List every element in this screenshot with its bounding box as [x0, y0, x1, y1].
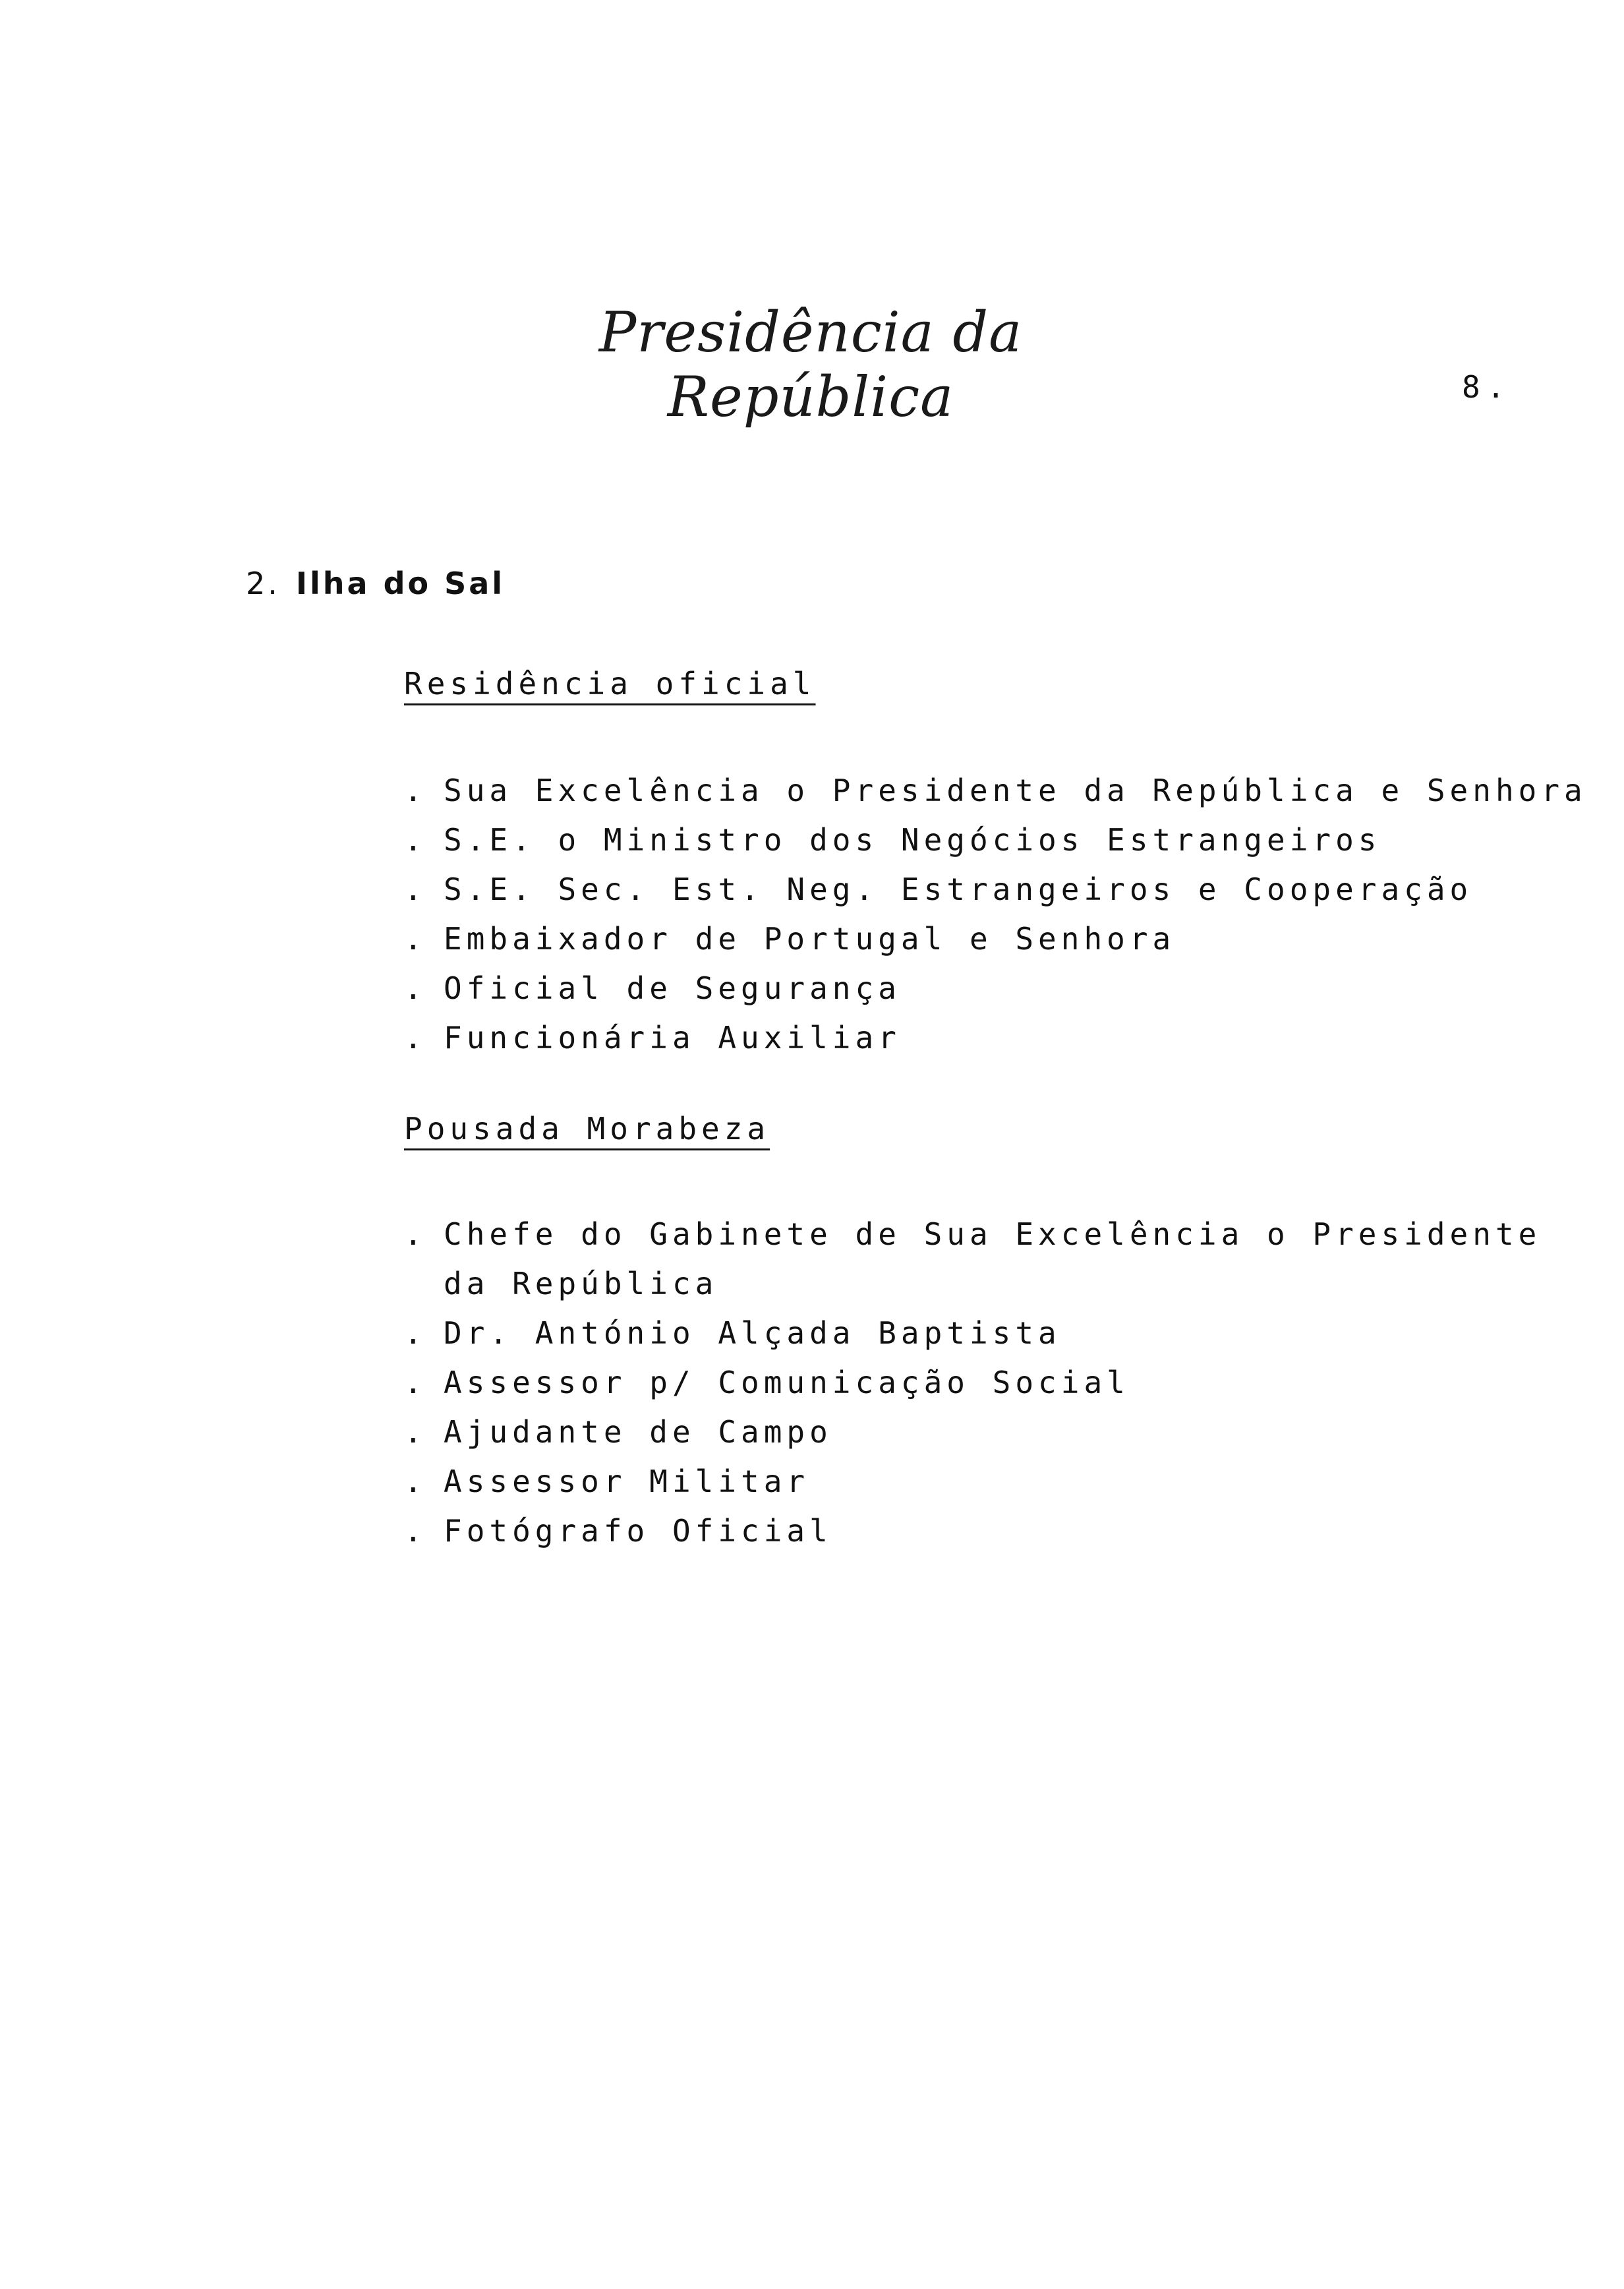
- letterhead: Presidência da República: [598, 300, 1023, 429]
- list-item-text: Embaixador de Portugal e Senhora: [444, 921, 1176, 957]
- list-item-text: Ajudante de Campo: [444, 1414, 832, 1450]
- list-item-text: Oficial de Segurança: [444, 970, 901, 1006]
- list-item-text: S.E. Sec. Est. Neg. Estrangeiros e Cooperação: [444, 872, 1473, 907]
- list-item-text: Fotógrafo Oficial: [444, 1513, 832, 1549]
- list-item: [404, 1210, 1542, 1259]
- bullet: .: [404, 1020, 427, 1055]
- pousada-heading: Pousada Morabeza: [404, 1111, 770, 1146]
- list-item-text: Assessor p/ Comunicação Social: [444, 1365, 1130, 1400]
- bullet: .: [404, 773, 427, 808]
- list-item: [404, 1358, 1492, 1408]
- list-item: [404, 766, 1587, 816]
- list-item-text: Assessor Militar: [444, 1464, 810, 1499]
- bullet: .: [404, 970, 427, 1006]
- section-title: [246, 566, 505, 601]
- bullet: .: [404, 822, 427, 858]
- bullet: .: [404, 1464, 427, 1499]
- list-item-text: Dr. António Alçada Baptista: [444, 1315, 1061, 1351]
- bullet: .: [404, 1414, 427, 1450]
- pousada-list: [404, 1210, 1542, 1556]
- list-item: [404, 1506, 1492, 1556]
- residencia-heading: Residência oficial: [404, 666, 816, 701]
- list-item: [404, 816, 1587, 865]
- bullet: .: [404, 1365, 427, 1400]
- list-item-text: Funcionária Auxiliar: [444, 1020, 901, 1055]
- section-number: 2.: [246, 566, 280, 601]
- list-item-text: Sua Excelência o Presidente da República e Senhora: [444, 773, 1587, 808]
- list-item: [404, 1013, 1587, 1063]
- list-item: [404, 914, 1587, 964]
- list-item: [404, 865, 1587, 914]
- list-item-text: da República: [444, 1266, 718, 1301]
- list-item-text: Chefe do Gabinete de Sua Excelência o Presidente: [444, 1216, 1542, 1252]
- list-item: [404, 1408, 1492, 1457]
- bullet: .: [404, 1216, 427, 1252]
- list-item-continuation: [404, 1259, 1492, 1309]
- bullet: .: [404, 1513, 427, 1549]
- bullet: .: [404, 872, 427, 907]
- bullet: .: [404, 921, 427, 957]
- residencia-list: [404, 766, 1587, 1063]
- bullet: .: [404, 1315, 427, 1351]
- list-item-text: S.E. o Ministro dos Negócios Estrangeiros: [444, 822, 1381, 858]
- page-number: 8.: [1462, 369, 1512, 405]
- section-name: Ilha do Sal: [295, 566, 506, 601]
- list-item: [404, 1457, 1492, 1506]
- list-item: [404, 964, 1587, 1013]
- list-item: [404, 1309, 1492, 1358]
